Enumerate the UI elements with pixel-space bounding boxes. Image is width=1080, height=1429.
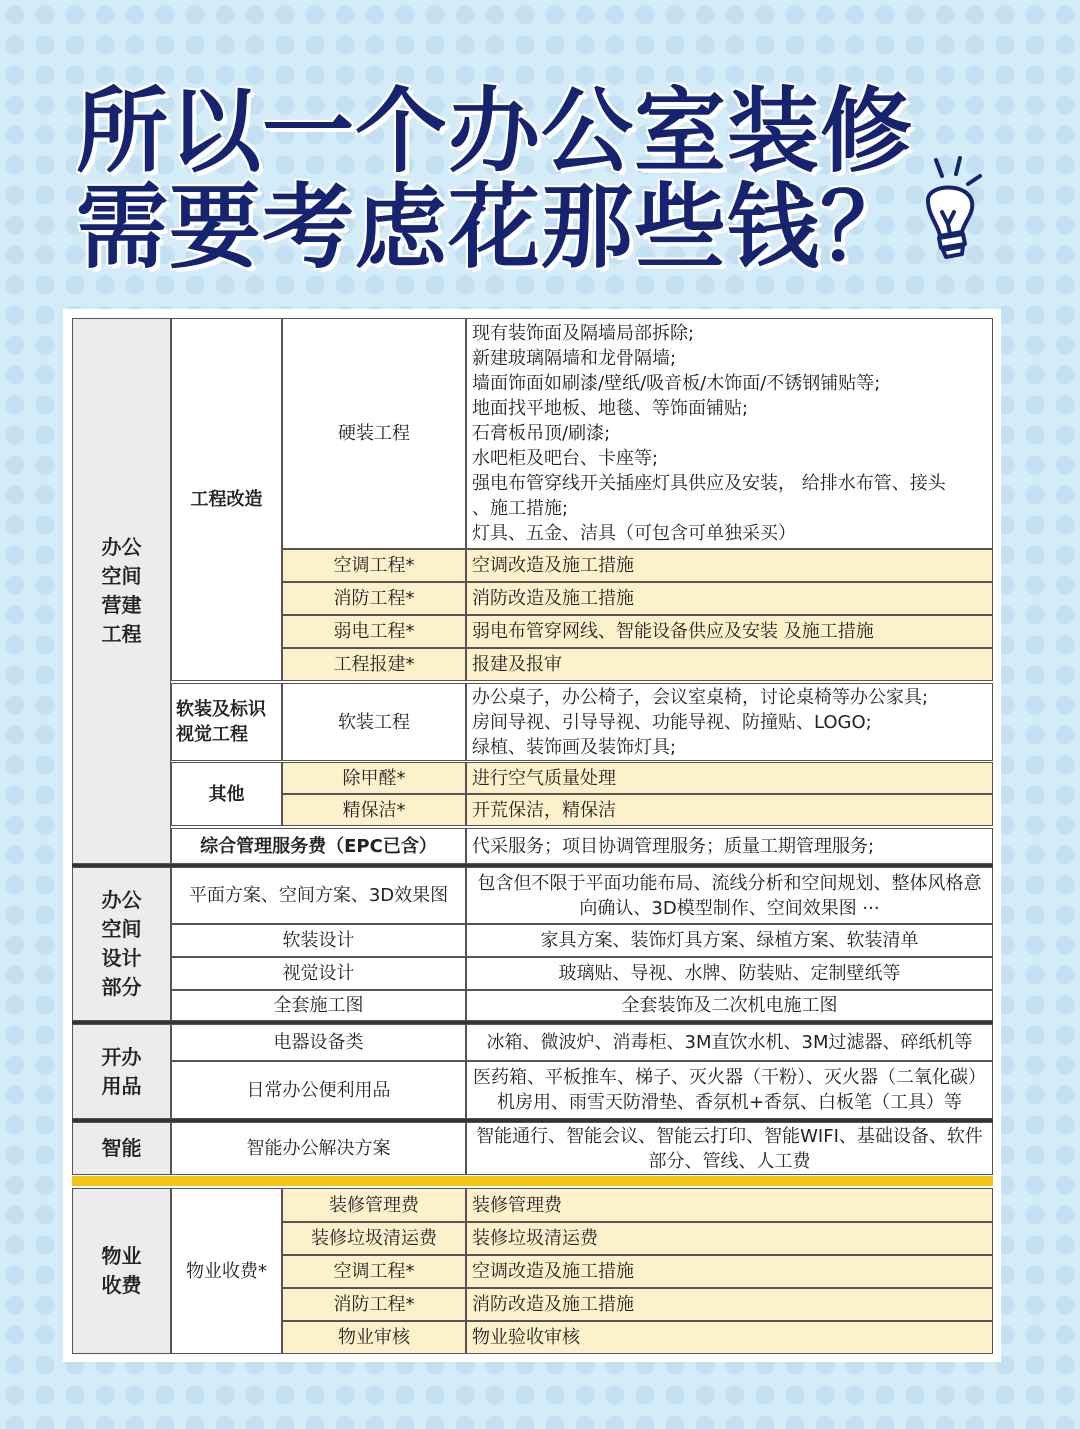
detail-line: 地面找平地板、地毯、等饰面铺贴; — [472, 398, 749, 419]
item-cleaning: 精保洁* — [282, 794, 466, 826]
group-property-fees: 物业收费* — [171, 1188, 282, 1354]
category-design: 办公 空间 设计 部分 — [72, 867, 171, 1021]
desc-property-review: 物业验收审核 — [466, 1321, 993, 1354]
item-daily-supplies: 日常办公便利用品 — [171, 1061, 466, 1119]
group-other: 其他 — [171, 762, 282, 826]
desc-drawings: 全套装饰及二次机电施工图 — [466, 990, 993, 1021]
item-hvac: 空调工程* — [282, 549, 466, 582]
item-property-hvac: 空调工程* — [282, 1255, 466, 1288]
desc-soft-design: 家具方案、装饰灯具方案、绿植方案、软装清单 — [466, 924, 993, 957]
item-hard-decoration: 硬装工程 — [282, 318, 466, 549]
detail-line: 墙面饰面如刷漆/壁纸/吸音板/木饰面/不锈钢铺贴等; — [472, 373, 881, 394]
item-formaldehyde: 除甲醛* — [282, 762, 466, 794]
desc-visual-design: 玻璃贴、导视、水牌、防装贴、定制壁纸等 — [466, 957, 993, 990]
detail-line: 灯具、五金、洁具（可包含可单独采买） — [472, 523, 796, 544]
group-soft-visual: 软装及标识视觉工程 — [171, 683, 282, 761]
highlight-divider — [72, 1176, 993, 1186]
desc-property-hvac: 空调改造及施工措施 — [466, 1255, 993, 1288]
desc-fire: 消防改造及施工措施 — [466, 582, 993, 615]
desc-appliances: 冰箱、微波炉、消毒柜、3M直饮水机、3M过滤器、碎纸机等 — [466, 1024, 993, 1061]
detail-line: 新建玻璃隔墙和龙骨隔墙; — [472, 348, 677, 369]
category-property: 物业 收费 — [72, 1188, 171, 1354]
item-drawings: 全套施工图 — [171, 990, 466, 1021]
desc-daily-supplies: 医药箱、平板推车、梯子、灭火器（干粉）、灭火器（二氧化碳）机房用、雨雪天防滑垫、香氛机+香氛、白板笔（工具）等 — [466, 1061, 993, 1119]
item-low-voltage: 弱电工程* — [282, 615, 466, 648]
detail-line: 现有装饰面及隔墙局部拆除; — [472, 323, 695, 344]
category-supplies: 开办 用品 — [72, 1024, 171, 1119]
category-smart: 智能 — [72, 1122, 171, 1175]
detail-line: 强电布管穿线开关插座灯具供应及安装， 给排水布管、接头 — [472, 473, 946, 494]
page-title-line-2: 需要考虑花那些钱？ — [76, 174, 914, 281]
desc-waste: 装修垃圾清运费 — [466, 1222, 993, 1255]
desc-low-voltage: 弱电布管穿网线、智能设备供应及安装 及施工措施 — [466, 615, 993, 648]
cost-table — [72, 318, 993, 1354]
desc-formaldehyde: 进行空气质量处理 — [466, 762, 993, 794]
item-visual-design: 视觉设计 — [171, 957, 466, 990]
item-soft-design: 软装设计 — [171, 924, 466, 957]
detail-line: 石膏板吊顶/刷漆; — [472, 423, 611, 444]
item-management-fee: 综合管理服务费（EPC已含） — [171, 828, 466, 864]
item-fire: 消防工程* — [282, 582, 466, 615]
group-renovation: 工程改造 — [171, 318, 282, 681]
desc-management-fee: 代采服务；项目协调管理服务；质量工期管理服务; — [466, 828, 993, 864]
detail-line: 水吧柜及吧台、卡座等; — [472, 448, 659, 469]
desc-cleaning: 开荒保洁，精保洁 — [466, 794, 993, 826]
item-permit: 工程报建* — [282, 648, 466, 681]
detail-line: 绿植、装饰画及装饰灯具; — [472, 736, 677, 758]
item-smart-office: 智能办公解决方案 — [171, 1122, 466, 1175]
desc-schematic: 包含但不限于平面功能布局、流线分析和空间规划、整体风格意向确认、3D模型制作、空间效果图 ··· — [466, 867, 993, 924]
item-soft-decoration: 软装工程 — [282, 683, 466, 761]
detail-line: 、施工措施; — [472, 498, 569, 519]
item-property-fire: 消防工程* — [282, 1288, 466, 1321]
lightbulb-icon — [908, 152, 988, 272]
desc-hvac: 空调改造及施工措施 — [466, 549, 993, 582]
item-property-review: 物业审核 — [282, 1321, 466, 1354]
detail-line: 办公桌子，办公椅子，会议室桌椅，讨论桌椅等办公家具; — [472, 686, 929, 708]
item-waste: 装修垃圾清运费 — [282, 1222, 466, 1255]
desc-property-fire: 消防改造及施工措施 — [466, 1288, 993, 1321]
soft-decoration-details — [466, 683, 993, 761]
desc-permit: 报建及报审 — [466, 648, 993, 681]
category-construction: 办公 空间 营建 工程 — [72, 318, 171, 864]
item-management: 装修管理费 — [282, 1188, 466, 1222]
hard-decoration-details — [466, 318, 993, 549]
detail-line: 房间导视、引导导视、功能导视、防撞贴、LOGO; — [472, 711, 872, 733]
page-title-line-1: 所以一个办公室装修 — [76, 78, 914, 185]
item-appliances: 电器设备类 — [171, 1024, 466, 1061]
item-schematic: 平面方案、空间方案、3D效果图 — [171, 867, 466, 924]
desc-smart-office: 智能通行、智能会议、智能云打印、智能WIFI、基础设备、软件部分、管线、人工费 — [466, 1122, 993, 1175]
desc-management: 装修管理费 — [466, 1188, 993, 1222]
